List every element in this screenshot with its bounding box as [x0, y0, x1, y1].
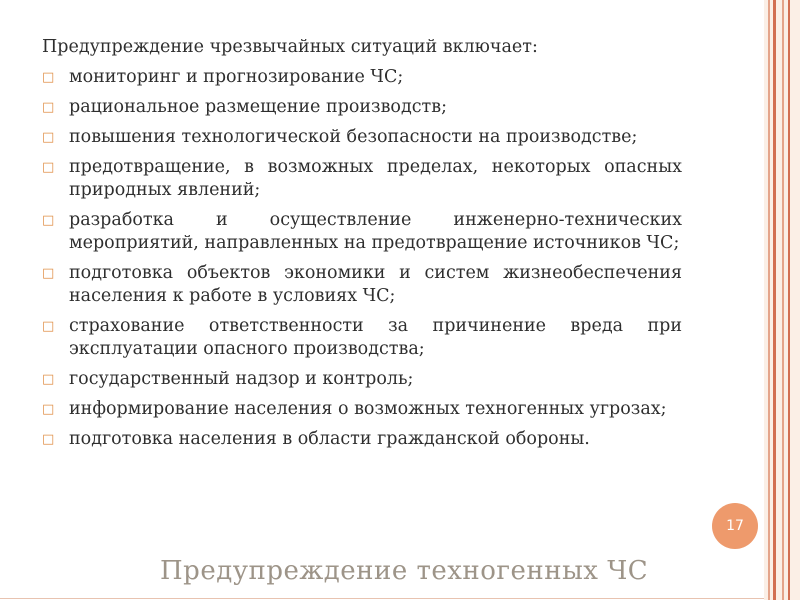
square-bullet-icon: □: [42, 319, 55, 334]
list-item: [42, 126, 682, 149]
list-item: [42, 262, 682, 308]
list-item-label: мониторинг и прогнозирование ЧС;: [69, 67, 404, 87]
list-item: [42, 209, 682, 255]
slide-title: Предупреждение техногенных ЧС: [160, 556, 649, 586]
decorative-stripe: [773, 0, 776, 600]
list-item: [42, 315, 682, 361]
bullet-list: [42, 66, 682, 451]
list-item-label: предотвращение, в возможных пределах, некоторых опасных природных явлений;: [69, 157, 682, 200]
list-item-label: государственный надзор и контроль;: [69, 369, 414, 389]
decorative-stripe: [782, 0, 784, 600]
intro-text: Предупреждение чрезвычайных ситуаций включает:: [42, 37, 538, 57]
square-bullet-icon: □: [42, 402, 55, 417]
square-bullet-icon: □: [42, 130, 55, 145]
slide-body: [42, 36, 682, 458]
square-bullet-icon: □: [42, 213, 55, 228]
list-item: [42, 428, 682, 451]
list-item-label: разработка и осуществление инженерно-технических мероприятий, направленных на предотвращение источников ЧС;: [69, 210, 682, 253]
list-item: [42, 66, 682, 89]
list-item-label: информирование населения о возможных техногенных угрозах;: [69, 399, 667, 419]
square-bullet-icon: □: [42, 160, 55, 175]
square-bullet-icon: □: [42, 372, 55, 387]
list-item-label: повышения технологической безопасности на производстве;: [69, 127, 638, 147]
list-item-label: подготовка объектов экономики и систем жизнеобеспечения населения к работе в условиях ЧС;: [69, 263, 682, 306]
page-number-badge: 17: [712, 503, 758, 549]
square-bullet-icon: □: [42, 432, 55, 447]
list-item: [42, 368, 682, 391]
list-item-label: рациональное размещение производств;: [69, 97, 447, 117]
decorative-stripe: [788, 0, 790, 600]
square-bullet-icon: □: [42, 100, 55, 115]
square-bullet-icon: □: [42, 70, 55, 85]
list-item-label: страхование ответственности за причинение вреда при эксплуатации опасного производства;: [69, 316, 682, 359]
decorative-stripe: [768, 0, 770, 600]
list-item-label: подготовка населения в области гражданской обороны.: [69, 429, 590, 449]
list-item: [42, 398, 682, 421]
list-item: [42, 96, 682, 119]
list-item: [42, 156, 682, 202]
square-bullet-icon: □: [42, 266, 55, 281]
